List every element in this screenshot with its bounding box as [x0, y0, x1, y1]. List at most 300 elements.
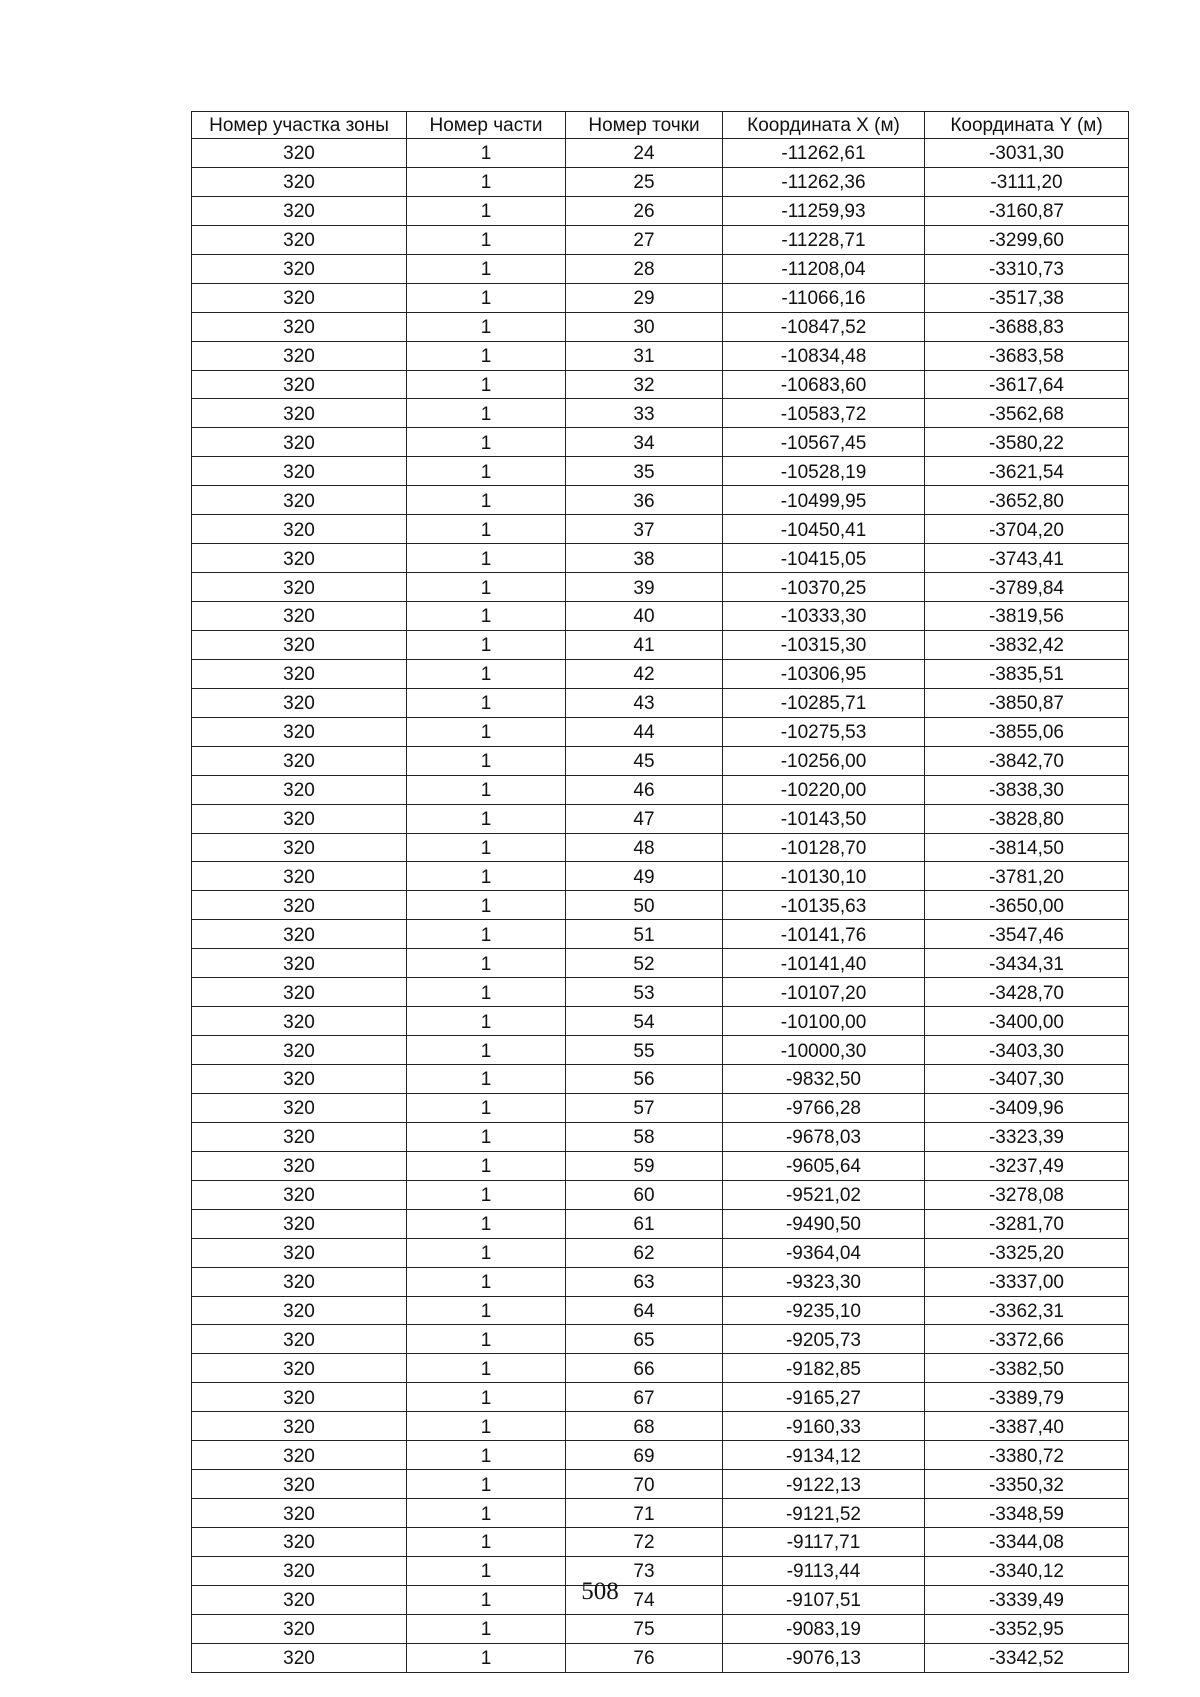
- cell-point-number: 25: [566, 167, 723, 196]
- cell-point-number: 39: [566, 573, 723, 602]
- cell-coordinate-y: -3325,20: [925, 1238, 1129, 1267]
- cell-part-number: 1: [407, 1209, 566, 1238]
- cell-zone-section-number: 320: [192, 1267, 407, 1296]
- cell-part-number: 1: [407, 1180, 566, 1209]
- cell-point-number: 36: [566, 486, 723, 515]
- cell-part-number: 1: [407, 1441, 566, 1470]
- cell-part-number: 1: [407, 1499, 566, 1528]
- table-row: [192, 1441, 1129, 1470]
- cell-coordinate-x: -10000,30: [723, 1036, 925, 1065]
- header-point-number: Номер точки: [566, 112, 723, 139]
- cell-point-number: 56: [566, 1065, 723, 1094]
- cell-zone-section-number: 320: [192, 1499, 407, 1528]
- cell-point-number: 45: [566, 746, 723, 775]
- table-row: [192, 486, 1129, 515]
- cell-zone-section-number: 320: [192, 862, 407, 891]
- cell-coordinate-x: -10128,70: [723, 833, 925, 862]
- cell-coordinate-x: -10499,95: [723, 486, 925, 515]
- cell-coordinate-y: -3362,31: [925, 1296, 1129, 1325]
- cell-zone-section-number: 320: [192, 833, 407, 862]
- cell-coordinate-y: -3683,58: [925, 341, 1129, 370]
- cell-coordinate-x: -9160,33: [723, 1412, 925, 1441]
- cell-point-number: 34: [566, 428, 723, 457]
- cell-coordinate-y: -3278,08: [925, 1180, 1129, 1209]
- header-coordinate-y: Координата Y (м): [925, 112, 1129, 139]
- cell-coordinate-x: -10143,50: [723, 804, 925, 833]
- cell-zone-section-number: 320: [192, 428, 407, 457]
- cell-coordinate-x: -9113,44: [723, 1556, 925, 1585]
- cell-coordinate-y: -3160,87: [925, 196, 1129, 225]
- table-row: [192, 1354, 1129, 1383]
- cell-coordinate-y: -3838,30: [925, 775, 1129, 804]
- cell-coordinate-y: -3310,73: [925, 254, 1129, 283]
- cell-part-number: 1: [407, 1614, 566, 1643]
- cell-part-number: 1: [407, 428, 566, 457]
- cell-coordinate-x: -10141,40: [723, 949, 925, 978]
- cell-coordinate-y: -3344,08: [925, 1528, 1129, 1557]
- cell-part-number: 1: [407, 312, 566, 341]
- table-row: [192, 949, 1129, 978]
- table-row: [192, 602, 1129, 631]
- cell-coordinate-y: -3400,00: [925, 1007, 1129, 1036]
- table-row: [192, 573, 1129, 602]
- cell-coordinate-y: -3819,56: [925, 602, 1129, 631]
- cell-coordinate-x: -10256,00: [723, 746, 925, 775]
- cell-part-number: 1: [407, 833, 566, 862]
- cell-coordinate-x: -10333,30: [723, 602, 925, 631]
- cell-zone-section-number: 320: [192, 659, 407, 688]
- cell-point-number: 24: [566, 139, 723, 168]
- cell-part-number: 1: [407, 1122, 566, 1151]
- cell-coordinate-y: -3832,42: [925, 630, 1129, 659]
- cell-coordinate-x: -10285,71: [723, 688, 925, 717]
- cell-part-number: 1: [407, 1412, 566, 1441]
- cell-point-number: 75: [566, 1614, 723, 1643]
- table-row: [192, 312, 1129, 341]
- cell-zone-section-number: 320: [192, 1441, 407, 1470]
- cell-part-number: 1: [407, 486, 566, 515]
- cell-part-number: 1: [407, 1556, 566, 1585]
- table-row: [192, 746, 1129, 775]
- cell-part-number: 1: [407, 457, 566, 486]
- cell-coordinate-x: -9165,27: [723, 1383, 925, 1412]
- cell-point-number: 46: [566, 775, 723, 804]
- cell-part-number: 1: [407, 1093, 566, 1122]
- cell-point-number: 37: [566, 515, 723, 544]
- cell-point-number: 44: [566, 717, 723, 746]
- cell-coordinate-y: -3688,83: [925, 312, 1129, 341]
- cell-coordinate-y: -3281,70: [925, 1209, 1129, 1238]
- cell-point-number: 66: [566, 1354, 723, 1383]
- cell-point-number: 27: [566, 225, 723, 254]
- table-row: [192, 399, 1129, 428]
- cell-point-number: 32: [566, 370, 723, 399]
- cell-coordinate-y: -3652,80: [925, 486, 1129, 515]
- cell-part-number: 1: [407, 949, 566, 978]
- cell-coordinate-y: -3517,38: [925, 283, 1129, 312]
- cell-zone-section-number: 320: [192, 515, 407, 544]
- cell-zone-section-number: 320: [192, 688, 407, 717]
- cell-coordinate-y: -3340,12: [925, 1556, 1129, 1585]
- cell-zone-section-number: 320: [192, 1325, 407, 1354]
- cell-coordinate-x: -9832,50: [723, 1065, 925, 1094]
- cell-coordinate-y: -3350,32: [925, 1470, 1129, 1499]
- cell-part-number: 1: [407, 341, 566, 370]
- cell-point-number: 65: [566, 1325, 723, 1354]
- cell-coordinate-x: -11228,71: [723, 225, 925, 254]
- cell-part-number: 1: [407, 1643, 566, 1672]
- header-part-number: Номер части: [407, 112, 566, 139]
- cell-part-number: 1: [407, 1383, 566, 1412]
- cell-coordinate-y: -3382,50: [925, 1354, 1129, 1383]
- cell-point-number: 29: [566, 283, 723, 312]
- cell-point-number: 71: [566, 1499, 723, 1528]
- table-row: [192, 717, 1129, 746]
- cell-point-number: 63: [566, 1267, 723, 1296]
- cell-zone-section-number: 320: [192, 775, 407, 804]
- cell-point-number: 28: [566, 254, 723, 283]
- cell-coordinate-y: -3650,00: [925, 891, 1129, 920]
- cell-zone-section-number: 320: [192, 1122, 407, 1151]
- cell-coordinate-x: -10130,10: [723, 862, 925, 891]
- table-row: [192, 1007, 1129, 1036]
- cell-part-number: 1: [407, 688, 566, 717]
- page-number: 508: [581, 1578, 619, 1605]
- cell-part-number: 1: [407, 717, 566, 746]
- cell-coordinate-y: -3621,54: [925, 457, 1129, 486]
- cell-coordinate-y: -3850,87: [925, 688, 1129, 717]
- cell-coordinate-x: -9490,50: [723, 1209, 925, 1238]
- table-row: [192, 862, 1129, 891]
- cell-part-number: 1: [407, 1238, 566, 1267]
- cell-coordinate-y: -3323,39: [925, 1122, 1129, 1151]
- cell-zone-section-number: 320: [192, 1093, 407, 1122]
- cell-zone-section-number: 320: [192, 254, 407, 283]
- cell-zone-section-number: 320: [192, 804, 407, 833]
- cell-coordinate-x: -10275,53: [723, 717, 925, 746]
- table-row: [192, 225, 1129, 254]
- cell-coordinate-x: -9121,52: [723, 1499, 925, 1528]
- cell-part-number: 1: [407, 515, 566, 544]
- cell-part-number: 1: [407, 1528, 566, 1557]
- cell-zone-section-number: 320: [192, 1065, 407, 1094]
- cell-point-number: 35: [566, 457, 723, 486]
- cell-coordinate-y: -3111,20: [925, 167, 1129, 196]
- cell-coordinate-x: -10306,95: [723, 659, 925, 688]
- cell-point-number: 43: [566, 688, 723, 717]
- header-row: [192, 112, 1129, 139]
- cell-coordinate-y: -3617,64: [925, 370, 1129, 399]
- cell-point-number: 60: [566, 1180, 723, 1209]
- cell-zone-section-number: 320: [192, 1151, 407, 1180]
- cell-coordinate-x: -10583,72: [723, 399, 925, 428]
- cell-point-number: 48: [566, 833, 723, 862]
- cell-part-number: 1: [407, 283, 566, 312]
- cell-zone-section-number: 320: [192, 573, 407, 602]
- table-row: [192, 1499, 1129, 1528]
- cell-coordinate-y: -3348,59: [925, 1499, 1129, 1528]
- cell-zone-section-number: 320: [192, 1209, 407, 1238]
- cell-part-number: 1: [407, 544, 566, 573]
- cell-coordinate-x: -10847,52: [723, 312, 925, 341]
- cell-part-number: 1: [407, 1470, 566, 1499]
- cell-part-number: 1: [407, 1354, 566, 1383]
- table-row: [192, 1151, 1129, 1180]
- cell-part-number: 1: [407, 1065, 566, 1094]
- cell-coordinate-x: -11066,16: [723, 283, 925, 312]
- cell-point-number: 50: [566, 891, 723, 920]
- cell-coordinate-y: -3237,49: [925, 1151, 1129, 1180]
- cell-coordinate-x: -9364,04: [723, 1238, 925, 1267]
- table-row: [192, 515, 1129, 544]
- cell-zone-section-number: 320: [192, 1614, 407, 1643]
- cell-coordinate-y: -3562,68: [925, 399, 1129, 428]
- table-row: [192, 167, 1129, 196]
- cell-coordinate-x: -10100,00: [723, 1007, 925, 1036]
- cell-coordinate-y: -3547,46: [925, 920, 1129, 949]
- table-body: [192, 139, 1129, 1673]
- cell-zone-section-number: 320: [192, 602, 407, 631]
- cell-zone-section-number: 320: [192, 283, 407, 312]
- cell-coordinate-x: -10567,45: [723, 428, 925, 457]
- coordinates-table: [191, 111, 1129, 1673]
- cell-zone-section-number: 320: [192, 312, 407, 341]
- cell-coordinate-y: -3428,70: [925, 978, 1129, 1007]
- table-row: [192, 1036, 1129, 1065]
- cell-point-number: 69: [566, 1441, 723, 1470]
- cell-coordinate-y: -3031,30: [925, 139, 1129, 168]
- cell-zone-section-number: 320: [192, 1470, 407, 1499]
- cell-zone-section-number: 320: [192, 1556, 407, 1585]
- cell-coordinate-y: -3342,52: [925, 1643, 1129, 1672]
- cell-coordinate-x: -10220,00: [723, 775, 925, 804]
- cell-coordinate-y: -3299,60: [925, 225, 1129, 254]
- cell-point-number: 49: [566, 862, 723, 891]
- table-row: [192, 1383, 1129, 1412]
- cell-coordinate-x: -9107,51: [723, 1585, 925, 1614]
- cell-point-number: 33: [566, 399, 723, 428]
- table-row: [192, 1065, 1129, 1094]
- cell-part-number: 1: [407, 862, 566, 891]
- cell-point-number: 55: [566, 1036, 723, 1065]
- cell-point-number: 59: [566, 1151, 723, 1180]
- table-row: [192, 428, 1129, 457]
- table-row: [192, 891, 1129, 920]
- cell-point-number: 51: [566, 920, 723, 949]
- cell-point-number: 26: [566, 196, 723, 225]
- cell-zone-section-number: 320: [192, 1296, 407, 1325]
- cell-point-number: 31: [566, 341, 723, 370]
- table-header: [192, 112, 1129, 139]
- cell-coordinate-x: -9678,03: [723, 1122, 925, 1151]
- cell-coordinate-x: -9521,02: [723, 1180, 925, 1209]
- cell-coordinate-y: -3352,95: [925, 1614, 1129, 1643]
- cell-part-number: 1: [407, 225, 566, 254]
- cell-part-number: 1: [407, 1267, 566, 1296]
- table-row: [192, 1238, 1129, 1267]
- cell-zone-section-number: 320: [192, 1238, 407, 1267]
- cell-coordinate-x: -9323,30: [723, 1267, 925, 1296]
- cell-zone-section-number: 320: [192, 486, 407, 515]
- table-row: [192, 1209, 1129, 1238]
- table-row: [192, 1267, 1129, 1296]
- cell-coordinate-x: -10834,48: [723, 341, 925, 370]
- cell-point-number: 72: [566, 1528, 723, 1557]
- cell-point-number: 64: [566, 1296, 723, 1325]
- cell-part-number: 1: [407, 1007, 566, 1036]
- header-coordinate-x: Координата X (м): [723, 112, 925, 139]
- cell-zone-section-number: 320: [192, 1412, 407, 1441]
- table-row: [192, 920, 1129, 949]
- table-row: [192, 775, 1129, 804]
- cell-zone-section-number: 320: [192, 544, 407, 573]
- cell-zone-section-number: 320: [192, 1354, 407, 1383]
- cell-coordinate-y: -3781,20: [925, 862, 1129, 891]
- cell-coordinate-y: -3380,72: [925, 1441, 1129, 1470]
- table-row: [192, 978, 1129, 1007]
- cell-zone-section-number: 320: [192, 891, 407, 920]
- cell-coordinate-x: -10450,41: [723, 515, 925, 544]
- cell-coordinate-y: -3409,96: [925, 1093, 1129, 1122]
- cell-coordinate-x: -9205,73: [723, 1325, 925, 1354]
- cell-part-number: 1: [407, 1151, 566, 1180]
- cell-part-number: 1: [407, 1036, 566, 1065]
- cell-point-number: 38: [566, 544, 723, 573]
- cell-zone-section-number: 320: [192, 196, 407, 225]
- cell-coordinate-y: -3434,31: [925, 949, 1129, 978]
- table-row: [192, 341, 1129, 370]
- cell-coordinate-y: -3842,70: [925, 746, 1129, 775]
- cell-part-number: 1: [407, 1296, 566, 1325]
- cell-coordinate-x: -9766,28: [723, 1093, 925, 1122]
- cell-coordinate-y: -3814,50: [925, 833, 1129, 862]
- cell-zone-section-number: 320: [192, 978, 407, 1007]
- cell-coordinate-y: -3372,66: [925, 1325, 1129, 1354]
- cell-coordinate-x: -11262,36: [723, 167, 925, 196]
- cell-point-number: 41: [566, 630, 723, 659]
- cell-zone-section-number: 320: [192, 225, 407, 254]
- cell-part-number: 1: [407, 254, 566, 283]
- cell-coordinate-x: -9076,13: [723, 1643, 925, 1672]
- cell-coordinate-x: -9122,13: [723, 1470, 925, 1499]
- cell-point-number: 53: [566, 978, 723, 1007]
- cell-coordinate-x: -9182,85: [723, 1354, 925, 1383]
- cell-zone-section-number: 320: [192, 1383, 407, 1412]
- table-row: [192, 1296, 1129, 1325]
- cell-part-number: 1: [407, 1325, 566, 1354]
- cell-zone-section-number: 320: [192, 920, 407, 949]
- cell-coordinate-x: -10107,20: [723, 978, 925, 1007]
- table-row: [192, 370, 1129, 399]
- table-row: [192, 833, 1129, 862]
- cell-part-number: 1: [407, 891, 566, 920]
- cell-zone-section-number: 320: [192, 1036, 407, 1065]
- cell-zone-section-number: 320: [192, 1528, 407, 1557]
- table-row: [192, 1470, 1129, 1499]
- cell-coordinate-x: -10315,30: [723, 630, 925, 659]
- cell-point-number: 54: [566, 1007, 723, 1036]
- table-row: [192, 254, 1129, 283]
- table-row: [192, 1180, 1129, 1209]
- cell-part-number: 1: [407, 573, 566, 602]
- cell-coordinate-y: -3387,40: [925, 1412, 1129, 1441]
- cell-point-number: 61: [566, 1209, 723, 1238]
- cell-zone-section-number: 320: [192, 167, 407, 196]
- cell-coordinate-x: -10141,76: [723, 920, 925, 949]
- table-row: [192, 283, 1129, 312]
- cell-coordinate-x: -11208,04: [723, 254, 925, 283]
- table-row: [192, 1614, 1129, 1643]
- cell-coordinate-y: -3339,49: [925, 1585, 1129, 1614]
- cell-point-number: 58: [566, 1122, 723, 1151]
- cell-zone-section-number: 320: [192, 1007, 407, 1036]
- cell-point-number: 62: [566, 1238, 723, 1267]
- table-row: [192, 544, 1129, 573]
- cell-point-number: 47: [566, 804, 723, 833]
- table-row: [192, 659, 1129, 688]
- cell-coordinate-y: -3580,22: [925, 428, 1129, 457]
- table-row: [192, 1122, 1129, 1151]
- table-row: [192, 804, 1129, 833]
- cell-part-number: 1: [407, 399, 566, 428]
- cell-zone-section-number: 320: [192, 139, 407, 168]
- cell-coordinate-y: -3828,80: [925, 804, 1129, 833]
- table-row: [192, 630, 1129, 659]
- cell-zone-section-number: 320: [192, 1585, 407, 1614]
- table-row: [192, 1325, 1129, 1354]
- cell-point-number: 30: [566, 312, 723, 341]
- cell-part-number: 1: [407, 746, 566, 775]
- cell-coordinate-x: -9134,12: [723, 1441, 925, 1470]
- table-row: [192, 688, 1129, 717]
- cell-coordinate-y: -3407,30: [925, 1065, 1129, 1094]
- cell-zone-section-number: 320: [192, 949, 407, 978]
- cell-coordinate-x: -11259,93: [723, 196, 925, 225]
- table-row: [192, 1093, 1129, 1122]
- cell-coordinate-x: -9235,10: [723, 1296, 925, 1325]
- cell-zone-section-number: 320: [192, 630, 407, 659]
- cell-coordinate-y: -3743,41: [925, 544, 1129, 573]
- cell-zone-section-number: 320: [192, 399, 407, 428]
- cell-coordinate-y: -3337,00: [925, 1267, 1129, 1296]
- cell-coordinate-x: -10370,25: [723, 573, 925, 602]
- cell-part-number: 1: [407, 1585, 566, 1614]
- cell-point-number: 73: [566, 1556, 723, 1585]
- cell-part-number: 1: [407, 370, 566, 399]
- cell-coordinate-x: -10135,63: [723, 891, 925, 920]
- table-row: [192, 196, 1129, 225]
- cell-coordinate-x: -11262,61: [723, 139, 925, 168]
- cell-point-number: 52: [566, 949, 723, 978]
- cell-point-number: 67: [566, 1383, 723, 1412]
- cell-coordinate-x: -9117,71: [723, 1528, 925, 1557]
- cell-zone-section-number: 320: [192, 341, 407, 370]
- cell-zone-section-number: 320: [192, 370, 407, 399]
- cell-part-number: 1: [407, 978, 566, 1007]
- cell-zone-section-number: 320: [192, 1643, 407, 1672]
- cell-point-number: 74: [566, 1585, 723, 1614]
- table-row: [192, 1412, 1129, 1441]
- cell-point-number: 70: [566, 1470, 723, 1499]
- cell-part-number: 1: [407, 139, 566, 168]
- cell-zone-section-number: 320: [192, 1180, 407, 1209]
- cell-coordinate-y: -3704,20: [925, 515, 1129, 544]
- cell-zone-section-number: 320: [192, 717, 407, 746]
- cell-coordinate-x: -10528,19: [723, 457, 925, 486]
- cell-zone-section-number: 320: [192, 457, 407, 486]
- table-row: [192, 457, 1129, 486]
- cell-point-number: 42: [566, 659, 723, 688]
